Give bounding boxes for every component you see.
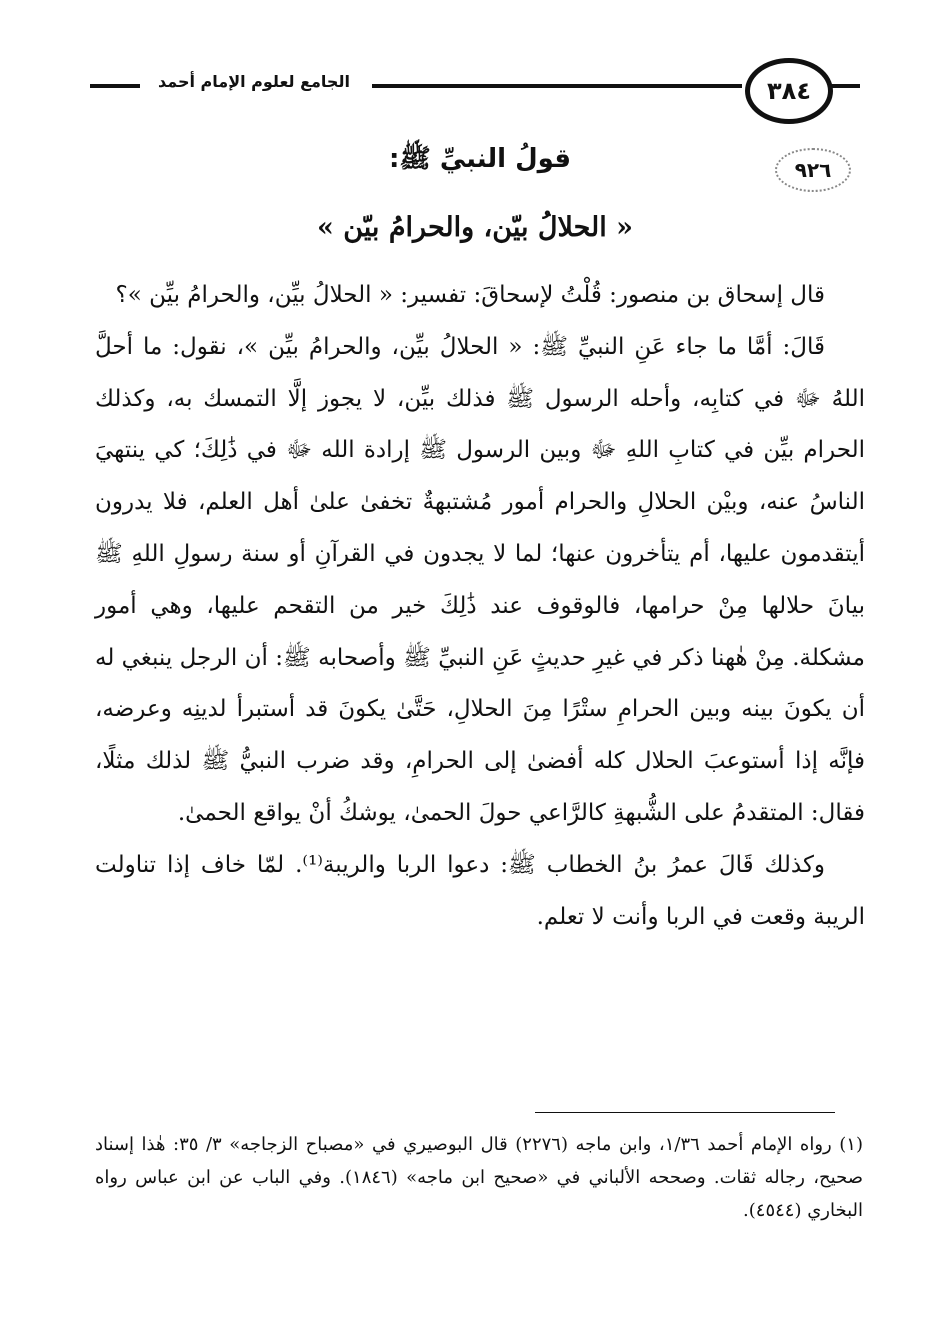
- paragraph: وكذلك قَالَ عمرُ بنُ الخطاب ﷺ: دعوا الربا والريبة⁽¹⁾. لمّا خاف إذا تناولت الريبة وقعت في الربا وأنت لا تعلم.: [95, 851, 865, 930]
- page-header: [90, 62, 860, 112]
- running-title: الجامع لعلوم الإمام أحمد: [158, 72, 350, 91]
- footnote: (١) رواه الإمام أحمد ١/٣٦، وابن ماجه (٢٢٧٦) قال البوصيري في «مصباح الزجاجه» ٣/ ٣٥: هٰذا إسناد صحيح، رجاله ثقات. وصححه الألباني في «صحيح ابن ماجه» (١٨٤٦). وفي الباب عن ابن عباس رواه البخاري (٤٥٤٤).: [95, 1134, 863, 1221]
- page-number: ٣٨٤: [745, 58, 833, 124]
- paragraph: قَالَ: أمَّا ما جاء عَنِ النبيِّ ﷺ: « الحلالُ بيِّن، والحرامُ بيِّن »، نقول: ما أحلَّ اللهُ ﷻ في كتابِه، وأحله الرسول ﷺ فذلك بيِّن، لا يجوز إلَّا التمسك به، وكذلك الحرام بيِّن في كتابِ اللهِ ﷻ وبين الرسول ﷺ إرادة الله ﷻ في ذَٰلِكَ؛ كي ينتهيَ الناسُ عنه، وبيْن الحلالِ والحرام أمور مُشتبهةٌ تخفىٰ علىٰ أهل العلم، فلا يدرون أيتقدمون عليها، أم يتأخرون عنها؛ لما لا يجدون في القرآنِ أو سنة رسولِ اللهِ ﷺ بيانَ حلالها مِنْ حرامها، فالوقوف عند ذَٰلِكَ خير من التقحم عليها، وهي أمور مشكلة. مِنْ هٰهنا ذكر في غيرِ حديثٍ عَنِ النبيِّ ﷺ وأصحابه ﷺ: أن الرجل ينبغي له أن يكونَ بينه وبين الحرامِ ستْرًا مِنَ الحلالِ، حَتَّىٰ يكونَ قد أستبرأ لدينِه وعرضه، فإنَّه إذا أستوعبَ الحلال كله أفضىٰ إلى الحرامِ، وقد ضرب النبيُّ ﷺ لذلك مثلًا، فقال: المتقدمُ على الشُّبهةِ كالرَّاعي حولَ الحمىٰ، يوشكُ أنْ يواقع الحمىٰ.: [95, 333, 865, 826]
- header-rule-right: [832, 84, 860, 88]
- footnote-divider: [535, 1112, 835, 1113]
- entry-number-badge: ٩٢٦: [775, 148, 851, 192]
- header-rule-left: [90, 84, 140, 88]
- paragraph: قال إسحاق بن منصور: قُلْتُ لإسحاقَ: تفسير: « الحلالُ بيِّن، والحرامُ بيِّن »؟: [115, 282, 825, 308]
- hadith-text: « الحلالُ بيّن، والحرامُ بيّن »: [316, 212, 634, 243]
- header-rule-middle: [372, 84, 742, 88]
- body-text: [95, 270, 865, 943]
- section-title: قولُ النبيِّ ﷺ:: [389, 144, 571, 174]
